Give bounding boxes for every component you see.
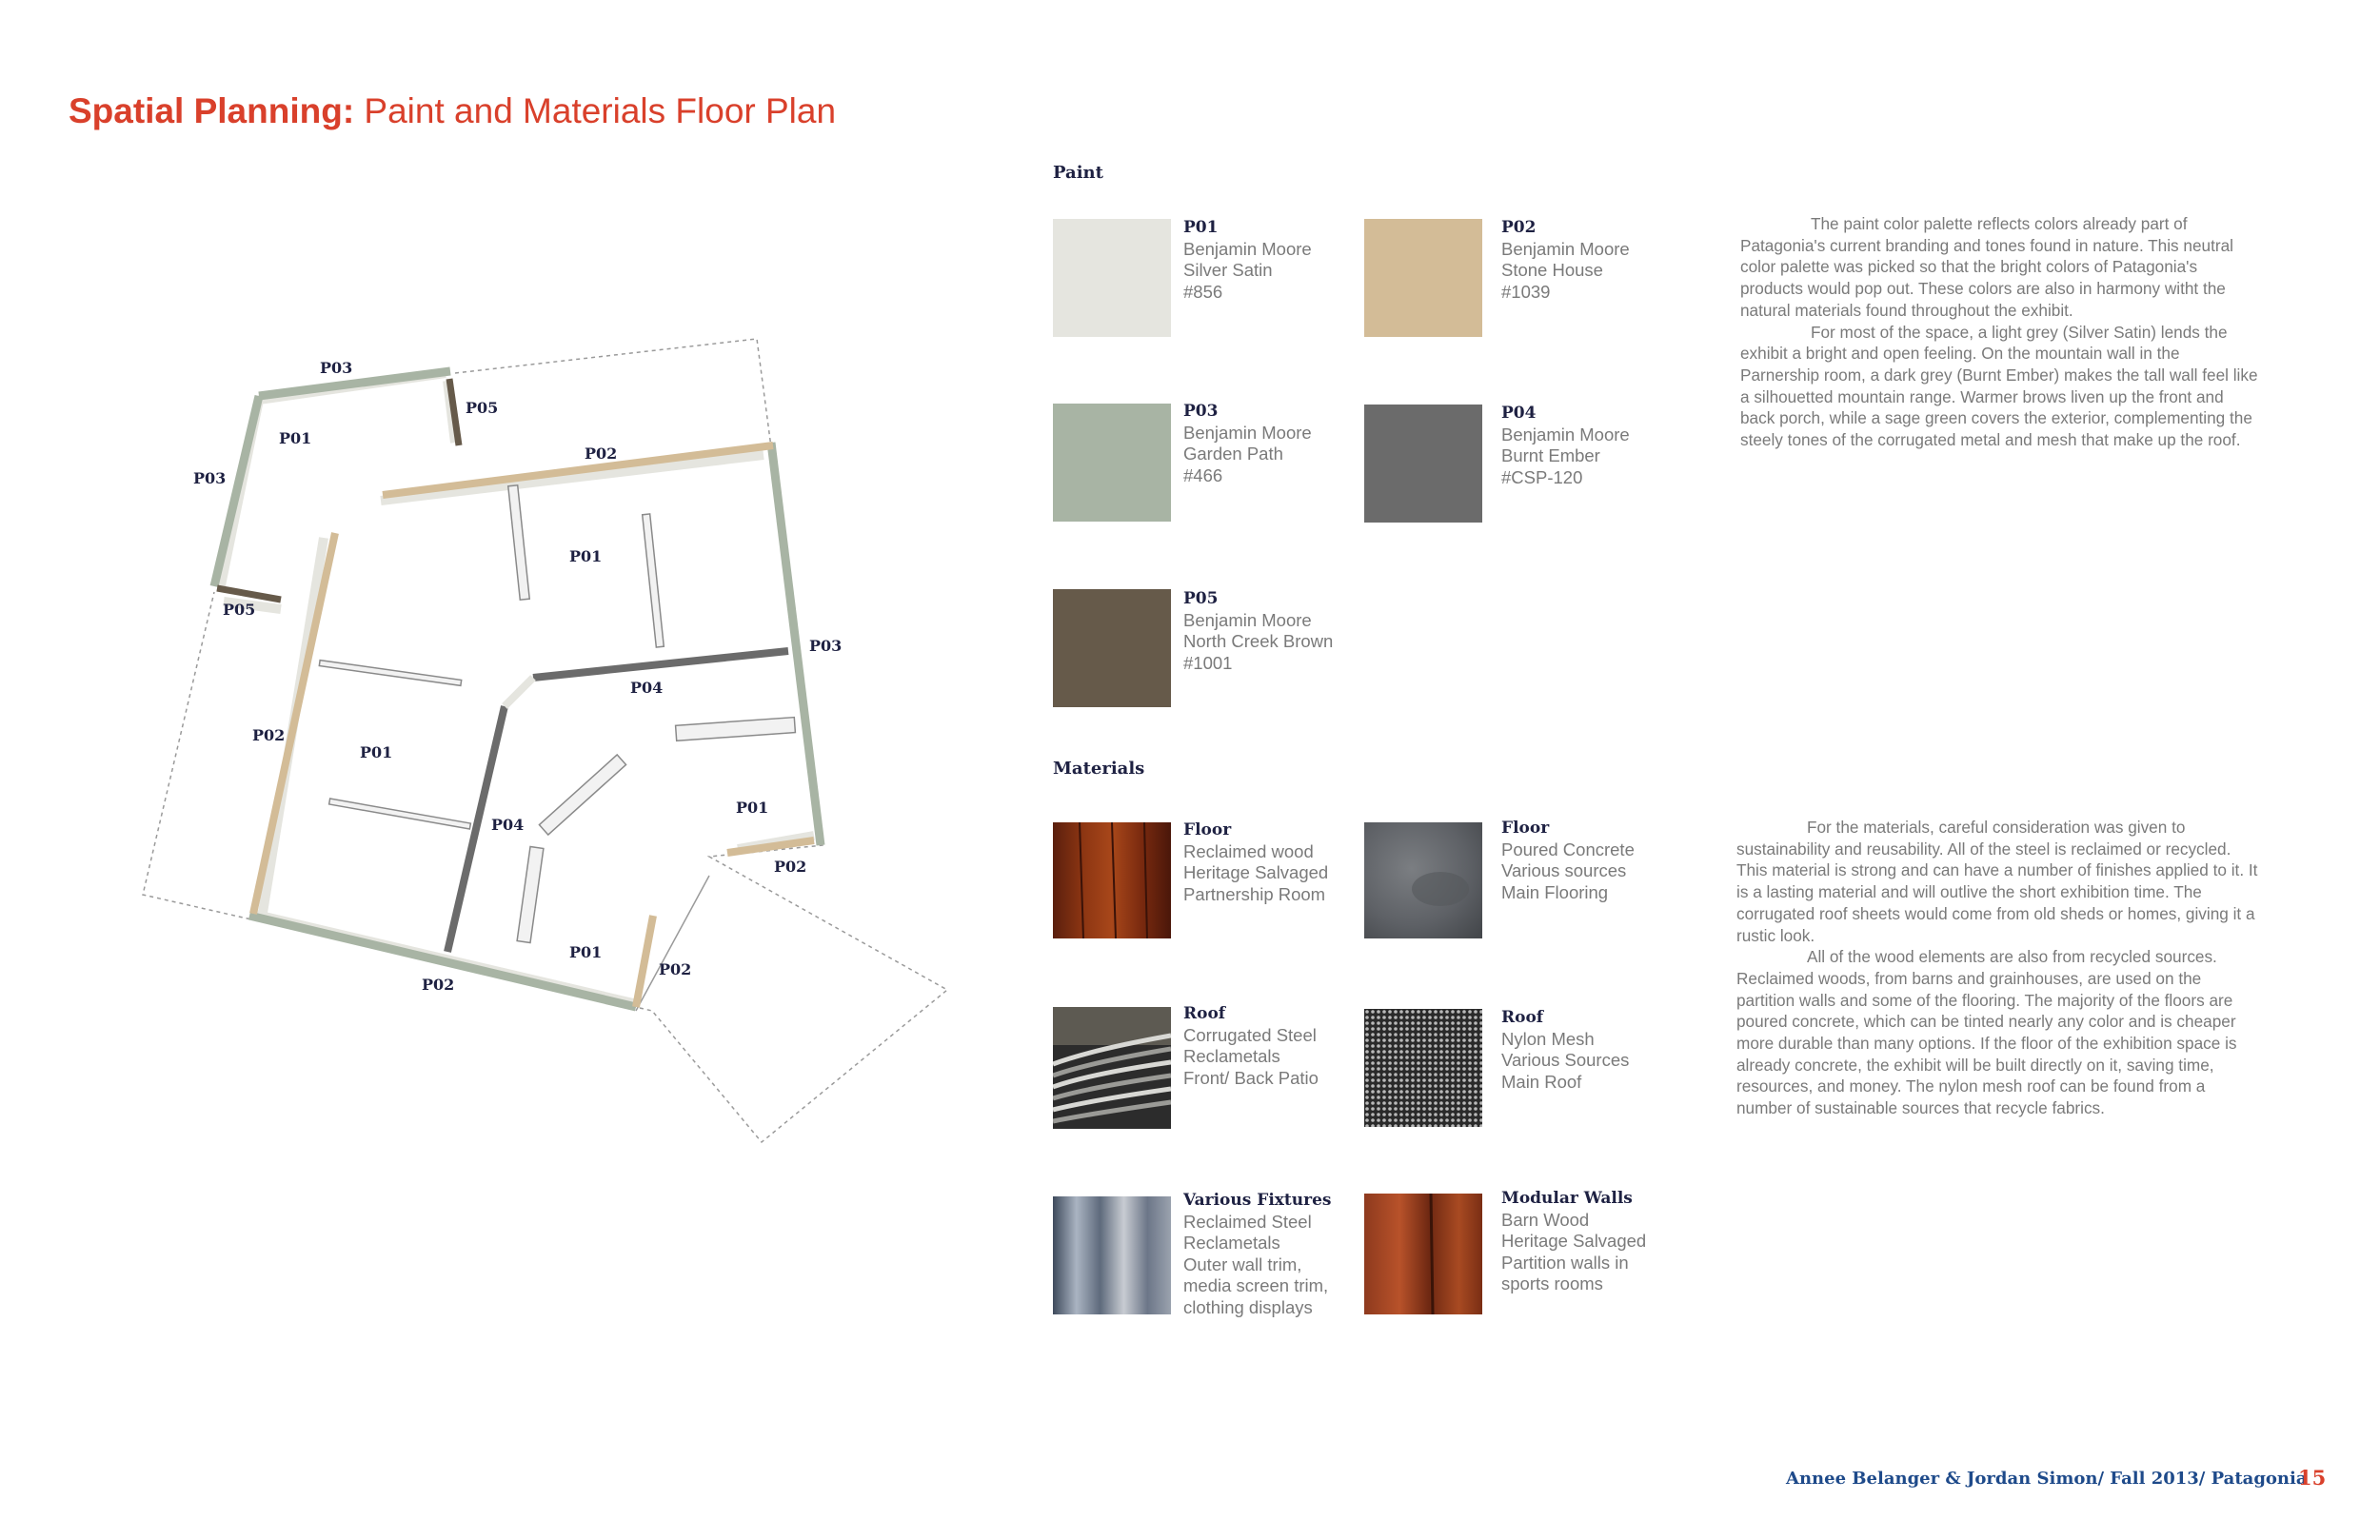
plan-label: P01 — [279, 429, 312, 447]
paint-description — [1740, 213, 2259, 451]
material-line: Heritage Salvaged — [1183, 862, 1329, 882]
plan-label: P04 — [630, 679, 664, 697]
corrugated-steel-texture — [1053, 1007, 1171, 1129]
paint-swatch-p03 — [1053, 404, 1171, 522]
materials-paragraph: All of the wood elements are also from recycled sources. Reclaimed woods, from barns and grainhouses, are used on the partition walls and some of the flooring. The majority of the floors are poured concrete, which can be tinted nearly any color and is cheaper more durable than many options. If the floor of the exhibition space is already concrete, the exhibit will be built directly on it, saving time, resources, and money. The nylon mesh roof can be found from a number of sustainable sources that recycle fabrics. — [1736, 947, 2237, 1118]
material-line: media screen trim, — [1183, 1275, 1329, 1295]
material-title: Modular Walls — [1501, 1189, 1633, 1208]
paint-label-p03 — [1183, 401, 1312, 486]
paint-label-p01 — [1183, 217, 1312, 303]
page-number: 15 — [2298, 1466, 2327, 1490]
paint-swatch-p01 — [1053, 219, 1171, 337]
material-line: Partnership Room — [1183, 883, 1326, 904]
paint-name: Stone House — [1501, 260, 1603, 280]
material-line: Reclaimed Steel — [1183, 1211, 1312, 1232]
paint-number: #1001 — [1183, 652, 1233, 673]
material-line: Heritage Salvaged — [1501, 1231, 1647, 1251]
title-rest: Paint and Materials Floor Plan — [354, 91, 837, 130]
plan-label: P03 — [809, 637, 843, 655]
paint-heading: Paint — [1053, 163, 1103, 183]
plan-label: P01 — [569, 547, 603, 565]
paint-number: #1039 — [1501, 281, 1551, 302]
paint-swatch-p02 — [1364, 219, 1482, 337]
paint-swatch-p05 — [1053, 589, 1171, 707]
material-line: Barn Wood — [1501, 1209, 1590, 1230]
plan-label: P01 — [736, 799, 769, 817]
paint-number: #856 — [1183, 281, 1223, 302]
material-line: Reclaimed wood — [1183, 840, 1314, 861]
plan-label: P02 — [585, 444, 618, 463]
material-line: Reclametals — [1183, 1046, 1280, 1066]
material-line: clothing displays — [1183, 1296, 1313, 1317]
materials-heading: Materials — [1053, 759, 1145, 779]
paint-paragraph: For most of the space, a light grey (Silver Satin) lends the exhibit a bright and open feeling. On the mountain wall in the Parnership room, a dark grey (Burnt Ember) makes the tall wall feel like a silhouetted mountain range. Warmer brows liven up the front and back porch, while a sage green covers the exterior, complementing the steely tones of the corrugated metal and mesh that make up the roof. — [1740, 322, 2258, 450]
display-fixtures — [319, 485, 795, 943]
wood-floor-texture — [1053, 822, 1171, 938]
paint-number: #CSP-120 — [1501, 466, 1583, 487]
material-line: sports rooms — [1501, 1273, 1603, 1293]
paint-code: P02 — [1501, 218, 1537, 237]
plan-label: P01 — [360, 743, 393, 761]
material-line: Various Sources — [1501, 1050, 1630, 1070]
paint-brand: Benjamin Moore — [1183, 609, 1312, 630]
material-line: Various sources — [1501, 860, 1627, 880]
paint-label-p04 — [1501, 403, 1630, 488]
title-bold: Spatial Planning: — [69, 91, 355, 130]
paint-name: Silver Satin — [1183, 260, 1273, 280]
plan-label: P04 — [491, 816, 525, 834]
material-label-roof-steel — [1183, 1003, 1319, 1089]
plan-label: P05 — [466, 399, 499, 417]
plan-label: P02 — [252, 726, 286, 744]
paint-brand: Benjamin Moore — [1183, 422, 1312, 443]
material-label-floor-wood — [1183, 819, 1328, 905]
material-line: Outer wall trim, — [1183, 1254, 1302, 1274]
plan-label: P03 — [320, 359, 353, 377]
paint-code: P01 — [1183, 218, 1219, 237]
plan-label: P05 — [223, 601, 256, 619]
plan-label: P01 — [569, 943, 603, 961]
paint-brand: Benjamin Moore — [1183, 238, 1312, 259]
material-label-fixtures — [1183, 1190, 1331, 1318]
footer-credit: Annee Belanger & Jordan Simon/ Fall 2013/ Patagonia — [1786, 1469, 2308, 1489]
material-line: Corrugated Steel — [1183, 1024, 1317, 1045]
material-label-floor-concrete — [1501, 818, 1635, 903]
material-line: Poured Concrete — [1501, 839, 1635, 859]
paint-name: Burnt Ember — [1501, 445, 1600, 465]
materials-description — [1736, 817, 2260, 1119]
material-title: Roof — [1183, 1004, 1226, 1023]
barn-wood-texture — [1364, 1194, 1482, 1314]
steel-fixtures-texture — [1053, 1196, 1171, 1314]
material-label-roof-mesh — [1501, 1007, 1629, 1093]
material-title: Floor — [1183, 820, 1232, 839]
floor-plan — [0, 0, 1009, 1180]
material-title: Roof — [1501, 1008, 1544, 1027]
materials-paragraph: For the materials, careful consideration was given to sustainability and reusability. All of the steel is reclaimed or recycled. This material is strong and can have a number of finishes applied to it. It is a lasting material and will outlive the short exhibition time. The corrugated roof sheets would come from old sheds or homes, giving it a rustic look. — [1736, 818, 2258, 945]
plan-label: P02 — [774, 858, 807, 876]
material-title: Various Fixtures — [1183, 1191, 1332, 1210]
material-line: Nylon Mesh — [1501, 1028, 1595, 1049]
material-title: Floor — [1501, 819, 1550, 838]
material-line: Main Flooring — [1501, 881, 1609, 902]
paint-number: #466 — [1183, 464, 1223, 485]
paint-name: Garden Path — [1183, 444, 1283, 464]
material-line: Partition walls in — [1501, 1252, 1629, 1273]
nylon-mesh-texture — [1364, 1009, 1482, 1127]
paint-brand: Benjamin Moore — [1501, 424, 1630, 444]
material-label-modular-walls — [1501, 1188, 1646, 1295]
material-line: Main Roof — [1501, 1071, 1582, 1092]
material-line: Front/ Back Patio — [1183, 1067, 1319, 1088]
material-line: Reclametals — [1183, 1233, 1280, 1253]
paint-code: P05 — [1183, 589, 1219, 608]
paint-paragraph: The paint color palette reflects colors already part of Patagonia's current branding and tones found in nature. This neutral color palette was picked so that the bright colors of Patagonia's products would pop out. These colors are also in harmony witht the natural materials found throughout the exhibit. — [1740, 214, 2233, 320]
concrete-texture — [1364, 822, 1482, 938]
paint-brand: Benjamin Moore — [1501, 238, 1630, 259]
paint-code: P03 — [1183, 402, 1219, 421]
paint-name: North Creek Brown — [1183, 631, 1334, 651]
paint-code: P04 — [1501, 404, 1537, 423]
paint-label-p05 — [1183, 588, 1333, 674]
corner-wall — [505, 678, 533, 706]
plan-label: P03 — [193, 469, 227, 487]
plan-label: P02 — [659, 960, 692, 978]
plan-label: P02 — [422, 976, 455, 994]
paint-swatch-p04 — [1364, 405, 1482, 523]
paint-label-p02 — [1501, 217, 1630, 303]
